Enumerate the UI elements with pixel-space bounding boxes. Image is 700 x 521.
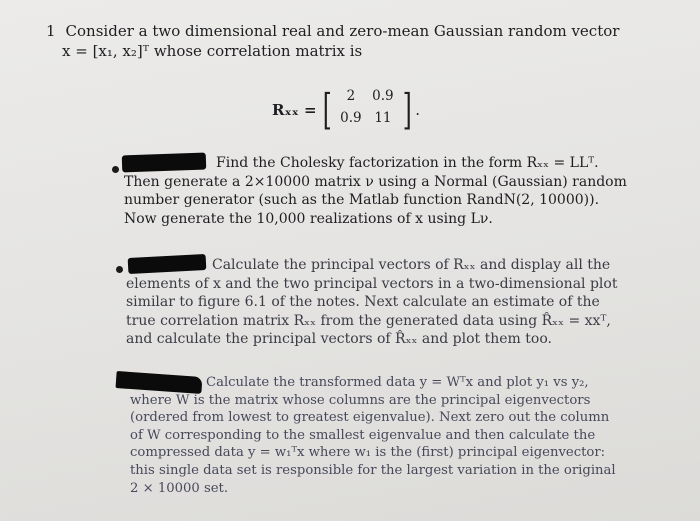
correlation-matrix: [272, 86, 420, 134]
bullet-2-line: similar to figure 6.1 of the notes. Next calculate an estimate of the: [126, 294, 600, 311]
bullet-item-3: [130, 374, 616, 497]
bullet-3-line: where W is the matrix whose columns are the principal eigenvectors: [130, 392, 591, 408]
bullet-1-line: Find the Cholesky factorization in the form Rₓₓ = LLᵀ.: [216, 155, 599, 171]
intro-line-1: Consider a two dimensional real and zero-mean Gaussian random vector: [65, 22, 620, 40]
matrix-label: Rₓₓ =: [272, 101, 317, 119]
matrix-cells: [335, 88, 399, 132]
bullet-item-1: [124, 154, 627, 228]
bullet-3-line: compressed data y = w₁ᵀx where w₁ is the (first) principal eigenvector:: [130, 445, 606, 461]
bullet-2-line: Calculate the principal vectors of Rₓₓ and display all the: [212, 257, 611, 273]
bullet-1-line: Now generate the 10,000 realizations of x using Lν.: [124, 210, 493, 227]
matrix-cell: 11: [374, 110, 392, 126]
bullet-3-line: 2 × 10000 set.: [130, 480, 229, 496]
bullet-3-line: (ordered from lowest to greatest eigenvalue). Next zero out the column: [130, 410, 610, 426]
bullet-item-2: [126, 256, 617, 349]
bullet-1-line: number generator (such as the Matlab function RandN(2, 10000)).: [124, 192, 600, 209]
matrix-cell: 0.9: [372, 88, 394, 104]
bullet-3-line: this single data set is responsible for the largest variation in the original: [130, 462, 616, 478]
left-bracket: [: [322, 85, 332, 134]
bullet-dot: [112, 166, 119, 173]
bullet-2-line: true correlation matrix Rₓₓ from the generated data using R̂ₓₓ = xxᵀ,: [126, 312, 611, 329]
bullet-3-line: of W corresponding to the smallest eigenvalue and then calculate the: [130, 427, 596, 443]
matrix-cell: 2: [346, 88, 356, 104]
intro-line-2: x = [x₁, x₂]ᵀ whose correlation matrix is: [62, 42, 363, 60]
matrix-period: .: [415, 101, 421, 119]
bullet-1-line: Then generate a 2×10000 matrix ν using a Normal (Gaussian) random: [124, 173, 627, 190]
bullet-3-line: Calculate the transformed data y = Wᵀx and plot y₁ vs y₂,: [206, 375, 589, 390]
right-bracket: ]: [402, 85, 412, 134]
problem-number: 1: [46, 22, 56, 40]
bullet-2-line: and calculate the principal vectors of R̂ₓₓ and plot them too.: [126, 331, 552, 348]
bullet-2-line: elements of x and the two principal vectors in a two-dimensional plot: [126, 275, 618, 292]
bullet-dot: [116, 266, 123, 273]
problem-intro: [46, 22, 620, 40]
matrix-cell: 0.9: [340, 110, 362, 126]
